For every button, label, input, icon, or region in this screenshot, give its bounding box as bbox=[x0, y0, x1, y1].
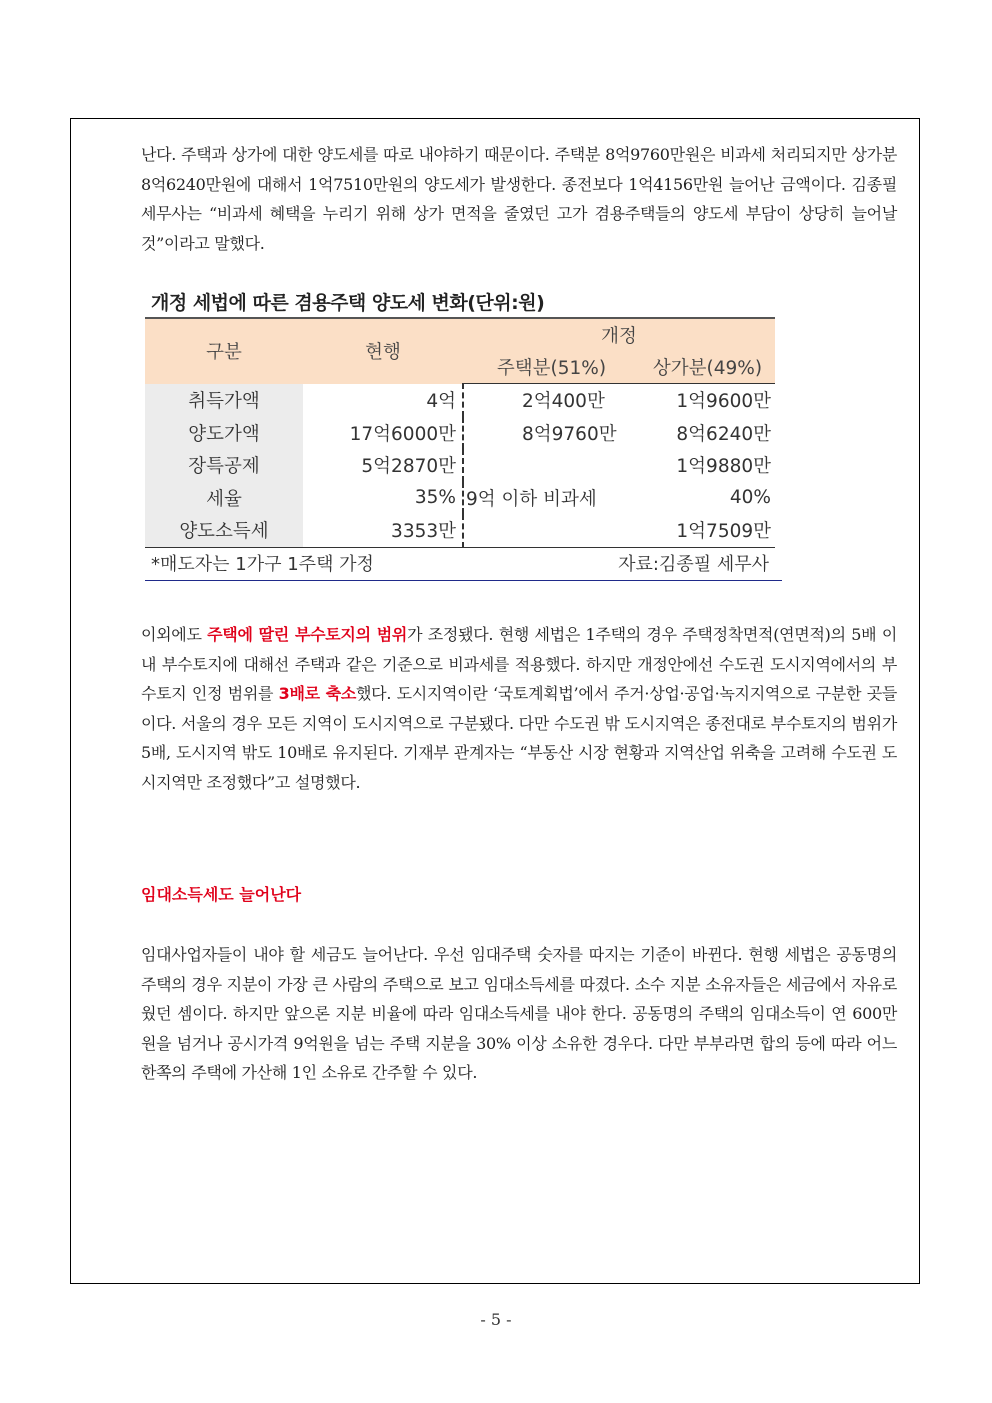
row-label: 세율 bbox=[145, 482, 303, 515]
cell-house: 8억9760만 bbox=[522, 423, 617, 445]
tax-table bbox=[145, 317, 775, 548]
table-row bbox=[145, 384, 775, 417]
page-number: - 5 - bbox=[480, 1310, 512, 1329]
table-row bbox=[145, 514, 775, 547]
header-revised: 개정 bbox=[463, 318, 775, 351]
header-category: 구분 bbox=[145, 318, 303, 384]
table-source: 자료:김종필 세무사 bbox=[618, 554, 769, 575]
row-label: 취득가액 bbox=[145, 384, 303, 417]
table-footer bbox=[145, 547, 782, 581]
cell-commercial: 40% bbox=[729, 487, 771, 509]
paragraph-1: 난다. 주택과 상가에 대한 양도세를 따로 내야하기 때문이다. 주택분 8억9760만원은 비과세 처리되지만 상가분 8억6240만원에 대해서 1억7510만원의 양도세가 발생한다. 종전보다 1억4156만원 늘어난 금액이다. 김종필 세무사는 “비과세 혜택을 누리기 위해 상가 면적을 줄였던 고가 겸용주택들의 양도세 부담이 상당히 늘어날 것”이라고 말했다. bbox=[141, 145, 897, 253]
cell-current: 3353만 bbox=[303, 514, 463, 547]
paragraph-2-text: 이외에도 bbox=[141, 625, 208, 644]
table-footnote: *매도자는 1가구 1주택 가정 bbox=[151, 554, 374, 575]
row-label: 양도가액 bbox=[145, 417, 303, 450]
paragraph-2 bbox=[141, 620, 897, 797]
cell-current: 4억 bbox=[303, 384, 463, 417]
cell-current: 35% bbox=[303, 482, 463, 515]
cell-commercial: 1억9600만 bbox=[676, 391, 771, 413]
highlight-annex-land-range: 주택에 딸린 부수토지의 범위 bbox=[207, 625, 408, 644]
paragraph-2-text: 했다. 도시지역이란 ‘국토계획법’에서 주거·상업·공업·녹지지역으로 구분한 곳들이다. 서울의 경우 모든 지역이 도시지역으로 구분됐다. 다만 수도권 밖 도시지역은 종전대로 부수토지의 범위가 5배, 도시지역 밖도 10배로 유지된다. 기재부 관계자는 “부동산 시장 현황과 지역산업 위축을 고려해 수도권 도시지역만 조정했다”고 설명했다. bbox=[141, 684, 898, 792]
cell-house: 2억400만 bbox=[522, 391, 605, 413]
row-label: 양도소득세 bbox=[145, 514, 303, 547]
cell-commercial: 1억7509만 bbox=[640, 514, 775, 547]
cell-current: 17억6000만 bbox=[303, 417, 463, 450]
cell-house bbox=[463, 449, 640, 482]
header-house-share: 주택분(51%) bbox=[463, 351, 640, 384]
highlight-reduction: 3배로 축소 bbox=[278, 684, 357, 703]
header-commercial-share: 상가분(49%) bbox=[640, 351, 775, 384]
cell-commercial: 1억9880만 bbox=[676, 456, 771, 478]
paragraph-3: 임대사업자들이 내야 할 세금도 늘어난다. 우선 임대주택 숫자를 따지는 기준이 바뀐다. 현행 세법은 공동명의 주택의 경우 지분이 가장 큰 사람의 주택으로 보고 임대소득세를 따졌다. 소수 지분 소유자들은 세금에서 자유로웠던 셈이다. 하지만 앞으론 지분 비율에 따라 임대소득세를 내야 한다. 공동명의 주택의 임대소득이 연 600만원을 넘거나 공시가격 9억원을 넘는 주택 지분을 30% 이상 소유한 경우다. 다만 부부라면 합의 등에 따라 어느 한쪽의 주택에 가산해 1인 소유로 간주할 수 있다. bbox=[141, 945, 897, 1082]
header-current: 현행 bbox=[303, 318, 463, 384]
cell-house bbox=[463, 514, 640, 547]
section-heading: 임대소득세도 늘어난다 bbox=[141, 885, 302, 904]
table-row bbox=[145, 417, 775, 450]
table-row bbox=[145, 449, 775, 482]
table-title: 개정 세법에 따른 겸용주택 양도세 변화(단위:원) bbox=[151, 292, 545, 314]
table-row bbox=[145, 482, 775, 515]
cell-house: 9억 이하 비과세 bbox=[466, 488, 597, 510]
cell-current: 5억2870만 bbox=[303, 449, 463, 482]
paragraph-2-text: 가 조정됐다. 현행 세법은 1주택의 경우 주택정착면적(연면적)의 5배 이내 부수토지에 대해선 주택과 같은 기준으로 비과세를 적용했다. 하지만 개정안에선 수도권 도시지역에서의 부수토지 인정 범위를 bbox=[141, 625, 897, 703]
cell-commercial: 8억6240만 bbox=[676, 423, 771, 445]
row-label: 장특공제 bbox=[145, 449, 303, 482]
